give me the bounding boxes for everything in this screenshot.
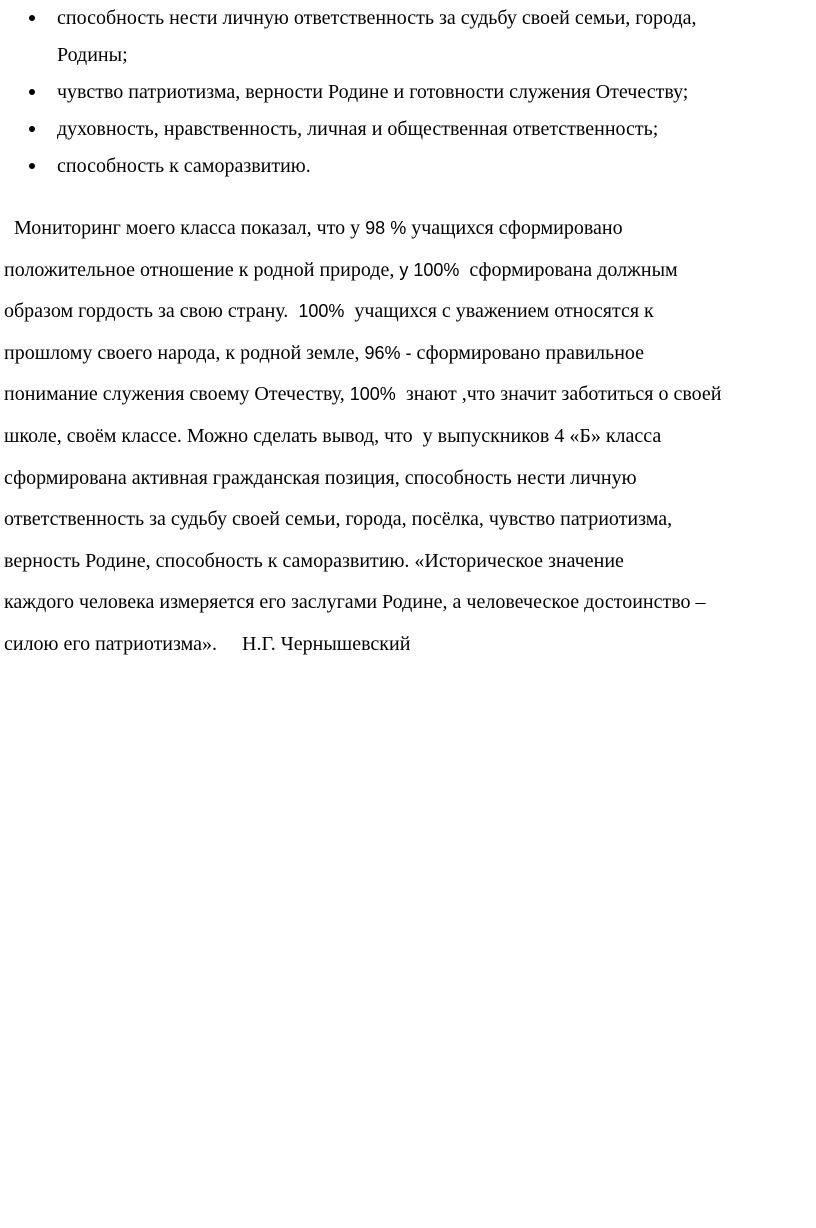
text-run: учащихся с уважением относятся к — [344, 300, 654, 323]
text-run: сформировано правильное — [411, 341, 645, 364]
paragraph-line — [4, 208, 812, 250]
text-run: понимание служения своему Отечеству, — [4, 383, 350, 406]
percent-value: 98 % — [365, 218, 407, 238]
text-run: положительное отношение к родной природе, — [4, 258, 400, 281]
bullet-dot-icon — [29, 163, 35, 169]
paragraph-line — [4, 250, 812, 292]
paragraph-line — [4, 374, 812, 416]
text-run: образом гордость за свою страну. — [4, 300, 299, 323]
paragraph-line — [4, 333, 812, 375]
percent-value: у 100% — [399, 259, 460, 280]
paragraph-line: сформирована активная гражданская позиция, способность нести личную — [4, 466, 637, 489]
paragraph-line: верность Родине, способность к саморазвитию. «Историческое значение — [4, 549, 624, 572]
percent-value: 100% — [298, 301, 345, 322]
monitoring-paragraph — [4, 208, 812, 666]
paragraph-line: школе, своём классе. Можно сделать вывод, что у выпускников 4 «Б» класса — [4, 424, 662, 447]
bullet-text: чувство патриотизма, верности Родине и готовности служения Отечеству; — [57, 81, 689, 103]
bullet-text-line: способность нести личную ответственность за судьбу своей семьи, города, — [57, 7, 697, 29]
text-run: знают ,что значит заботиться о своей — [395, 383, 722, 406]
bullet-dot-icon — [29, 89, 35, 95]
paragraph-line — [4, 291, 812, 333]
percent-value: 100% — [349, 384, 396, 405]
qualities-bullet-list — [0, 0, 816, 185]
text-run: учащихся сформировано — [406, 217, 623, 239]
paragraph-line: каждого человека измеряется его заслугами Родине, а человеческое достоинство – — [4, 591, 706, 614]
bullet-item — [0, 111, 816, 148]
bullet-item — [0, 74, 816, 111]
quote-author-line: силою его патриотизма». Н.Г. Чернышевский — [4, 632, 411, 655]
percent-value: 96% - — [364, 342, 412, 363]
bullet-text-line: Родины; — [57, 44, 128, 66]
text-run: сформирована должным — [459, 258, 678, 281]
paragraph-line: ответственность за судьбу своей семьи, города, посёлка, чувство патриотизма, — [4, 508, 673, 531]
bullet-text: духовность, нравственность, личная и общественная ответственность; — [57, 118, 659, 140]
text-run: прошлому своего народа, к родной земле, — [4, 341, 365, 364]
text-run: Мониторинг моего класса показал, что у — [4, 217, 366, 239]
bullet-dot-icon — [29, 126, 35, 132]
bullet-text: способность к саморазвитию. — [57, 155, 311, 177]
bullet-item — [0, 0, 816, 74]
bullet-item — [0, 148, 816, 185]
bullet-dot-icon — [29, 15, 35, 21]
